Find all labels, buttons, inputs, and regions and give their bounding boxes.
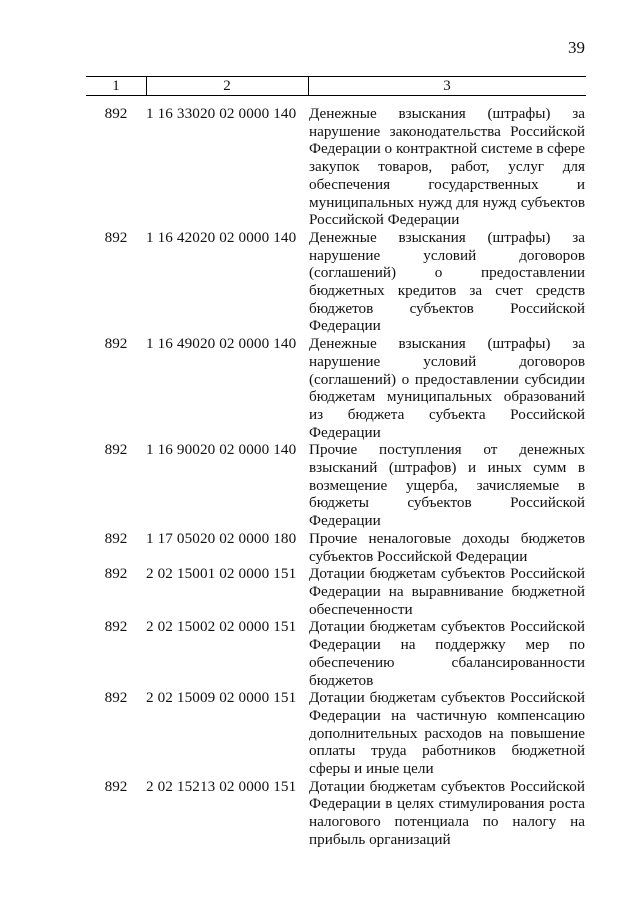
income-description: Денежные взыскания (штрафы) за нарушение законодательства Российской Федерации о контрактной системе в сфере закупок товаров, работ, услуг для обеспечения государственных и муниципальных нужд для нужд субъектов Российской Федерации <box>309 105 585 229</box>
admin-code: 892 <box>104 565 128 583</box>
admin-code: 892 <box>104 335 128 353</box>
budget-code: 2 02 15213 02 0000 151 <box>146 777 297 795</box>
admin-code: 892 <box>104 105 128 122</box>
table-row <box>86 689 586 778</box>
income-description: Дотации бюджетам субъектов Российской Федерации на выравнивание бюджетной обеспеченности <box>309 565 585 618</box>
header-col-3: 3 <box>443 78 451 94</box>
income-description: Дотации бюджетам субъектов Российской Федерации в целях стимулирования роста налогового потенциала по налогу на прибыль организаций <box>309 777 585 848</box>
table-row <box>86 441 586 530</box>
budget-code: 1 16 42020 02 0000 140 <box>146 228 297 246</box>
admin-code: 892 <box>104 689 128 707</box>
header-col-2: 2 <box>223 78 231 94</box>
budget-code: 1 16 49020 02 0000 140 <box>146 335 297 353</box>
budget-code: 1 16 90020 02 0000 140 <box>146 441 297 459</box>
table-row <box>86 530 586 565</box>
budget-code: 2 02 15009 02 0000 151 <box>146 689 297 707</box>
admin-code: 892 <box>104 441 128 459</box>
income-description: Дотации бюджетам субъектов Российской Федерации на поддержку мер по обеспечению сбалансированности бюджетов <box>309 618 585 689</box>
budget-code: 2 02 15001 02 0000 151 <box>146 565 297 583</box>
table-row <box>86 618 586 689</box>
budget-code: 1 16 33020 02 0000 140 <box>146 105 297 122</box>
table-row <box>86 565 586 618</box>
income-description: Прочие неналоговые доходы бюджетов субъектов Российской Федерации <box>309 529 585 565</box>
table-row <box>86 229 586 335</box>
table-row <box>86 778 586 849</box>
income-description: Денежные взыскания (штрафы) за нарушение условий договоров (соглашений) о предоставлении субсидии бюджетам муниципальных образований из бюджета субъекта Российской Федерации <box>309 335 585 441</box>
page-number: 39 <box>568 38 585 57</box>
income-description: Дотации бюджетам субъектов Российской Федерации на частичную компенсацию дополнительных расходов на повышение оплаты труда работников бюджетной сферы и иные цели <box>309 689 585 778</box>
header-col-1: 1 <box>112 78 120 94</box>
admin-code: 892 <box>104 529 128 547</box>
admin-code: 892 <box>104 777 128 795</box>
budget-code: 2 02 15002 02 0000 151 <box>146 618 297 636</box>
budget-code: 1 17 05020 02 0000 180 <box>146 529 297 547</box>
table-body <box>86 105 586 849</box>
table-header <box>86 76 586 96</box>
admin-code: 892 <box>104 618 128 636</box>
income-description: Прочие поступления от денежных взысканий (штрафов) и иных сумм в возмещение ущерба, зачисляемые в бюджеты субъектов Российской Федерации <box>309 441 585 530</box>
income-description: Денежные взыскания (штрафы) за нарушение условий договоров (соглашений) о предоставлении бюджетных кредитов за счет средств бюджетов субъектов Российской Федерации <box>309 228 585 335</box>
table-row <box>86 335 586 441</box>
table-row <box>86 105 586 229</box>
admin-code: 892 <box>104 228 128 246</box>
